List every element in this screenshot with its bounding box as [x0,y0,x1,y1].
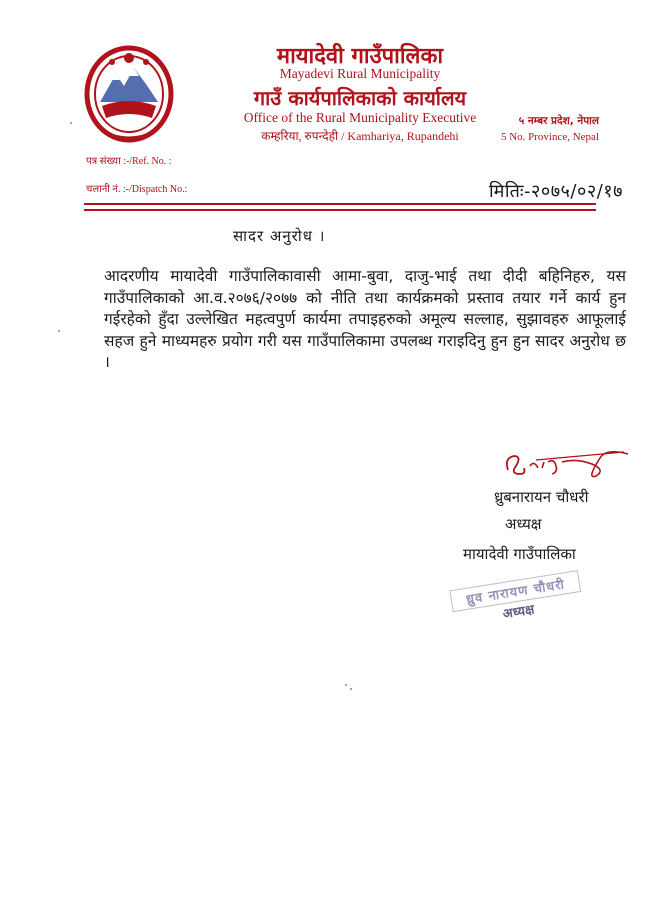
signatory-title: अध्यक्ष [505,515,542,533]
stamp-title: अध्यक्ष [501,602,536,623]
office-address: कम्हरिया, रुपन्देही / Kamhariya, Rupandehi [261,129,459,143]
letter-date: मितिः-२०७५/०२/१७ [489,181,623,202]
dispatch-number-label: चलानी नं. :-/Dispatch No.: [86,184,188,195]
letter-subject: सादर अनुरोध । [233,227,326,245]
office-name-english: Office of the Rural Municipality Executive [243,110,477,125]
header-divider-secondary [84,209,596,211]
header-divider [84,203,596,205]
province-english: 5 No. Province, Nepal [500,131,599,143]
scan-speck [58,330,60,332]
scan-speck [350,688,352,690]
signatory-name: ध्रुबनारायन चौधरी [494,488,589,506]
letter-body: आदरणीय मायादेवी गाउँपालिकावासी आमा-बुवा, दाजु-भाई तथा दीदी बहिनिहरु, यस गाउँपालिकाको आ.व.२०७६/२०७७ को नीति तथा कार्यक्रमको प्रस्ताव तयार गर्ने कार्य हुन गईरहेको हुँदा उल्लेखित महत्वपुर्ण कार्यमा तपाइहरुको अमूल्य सल्लाह, सुझावहरु आफूलाई सहज हुने माध्यमहरु प्रयोग गरी यस गाउँपालिकामा उपलब्ध गराइदिनु हुन हुन सादर अनुरोध छ । [104,267,626,371]
stamp-name: ध्रुव नारायण चौधरी [449,570,581,612]
municipality-name-nepali: मायादेवी गाउँपालिका [276,44,444,69]
nepal-emblem-icon [82,40,176,148]
province-nepali: ५ नम्बर प्रदेश, नेपाल [518,115,599,127]
signatory-organization: मायादेवी गाउँपालिका [463,545,576,563]
municipality-name-english: Mayadevi Rural Municipality [279,66,441,81]
reference-number-label: पत्र संख्या :-/Ref. No. : [86,156,172,167]
handwritten-signature [496,440,634,488]
official-stamp [449,570,584,634]
scan-speck [70,122,72,124]
office-name-nepali: गाउँ कार्यपालिकाको कार्यालय [253,86,467,110]
scan-speck [345,684,347,686]
